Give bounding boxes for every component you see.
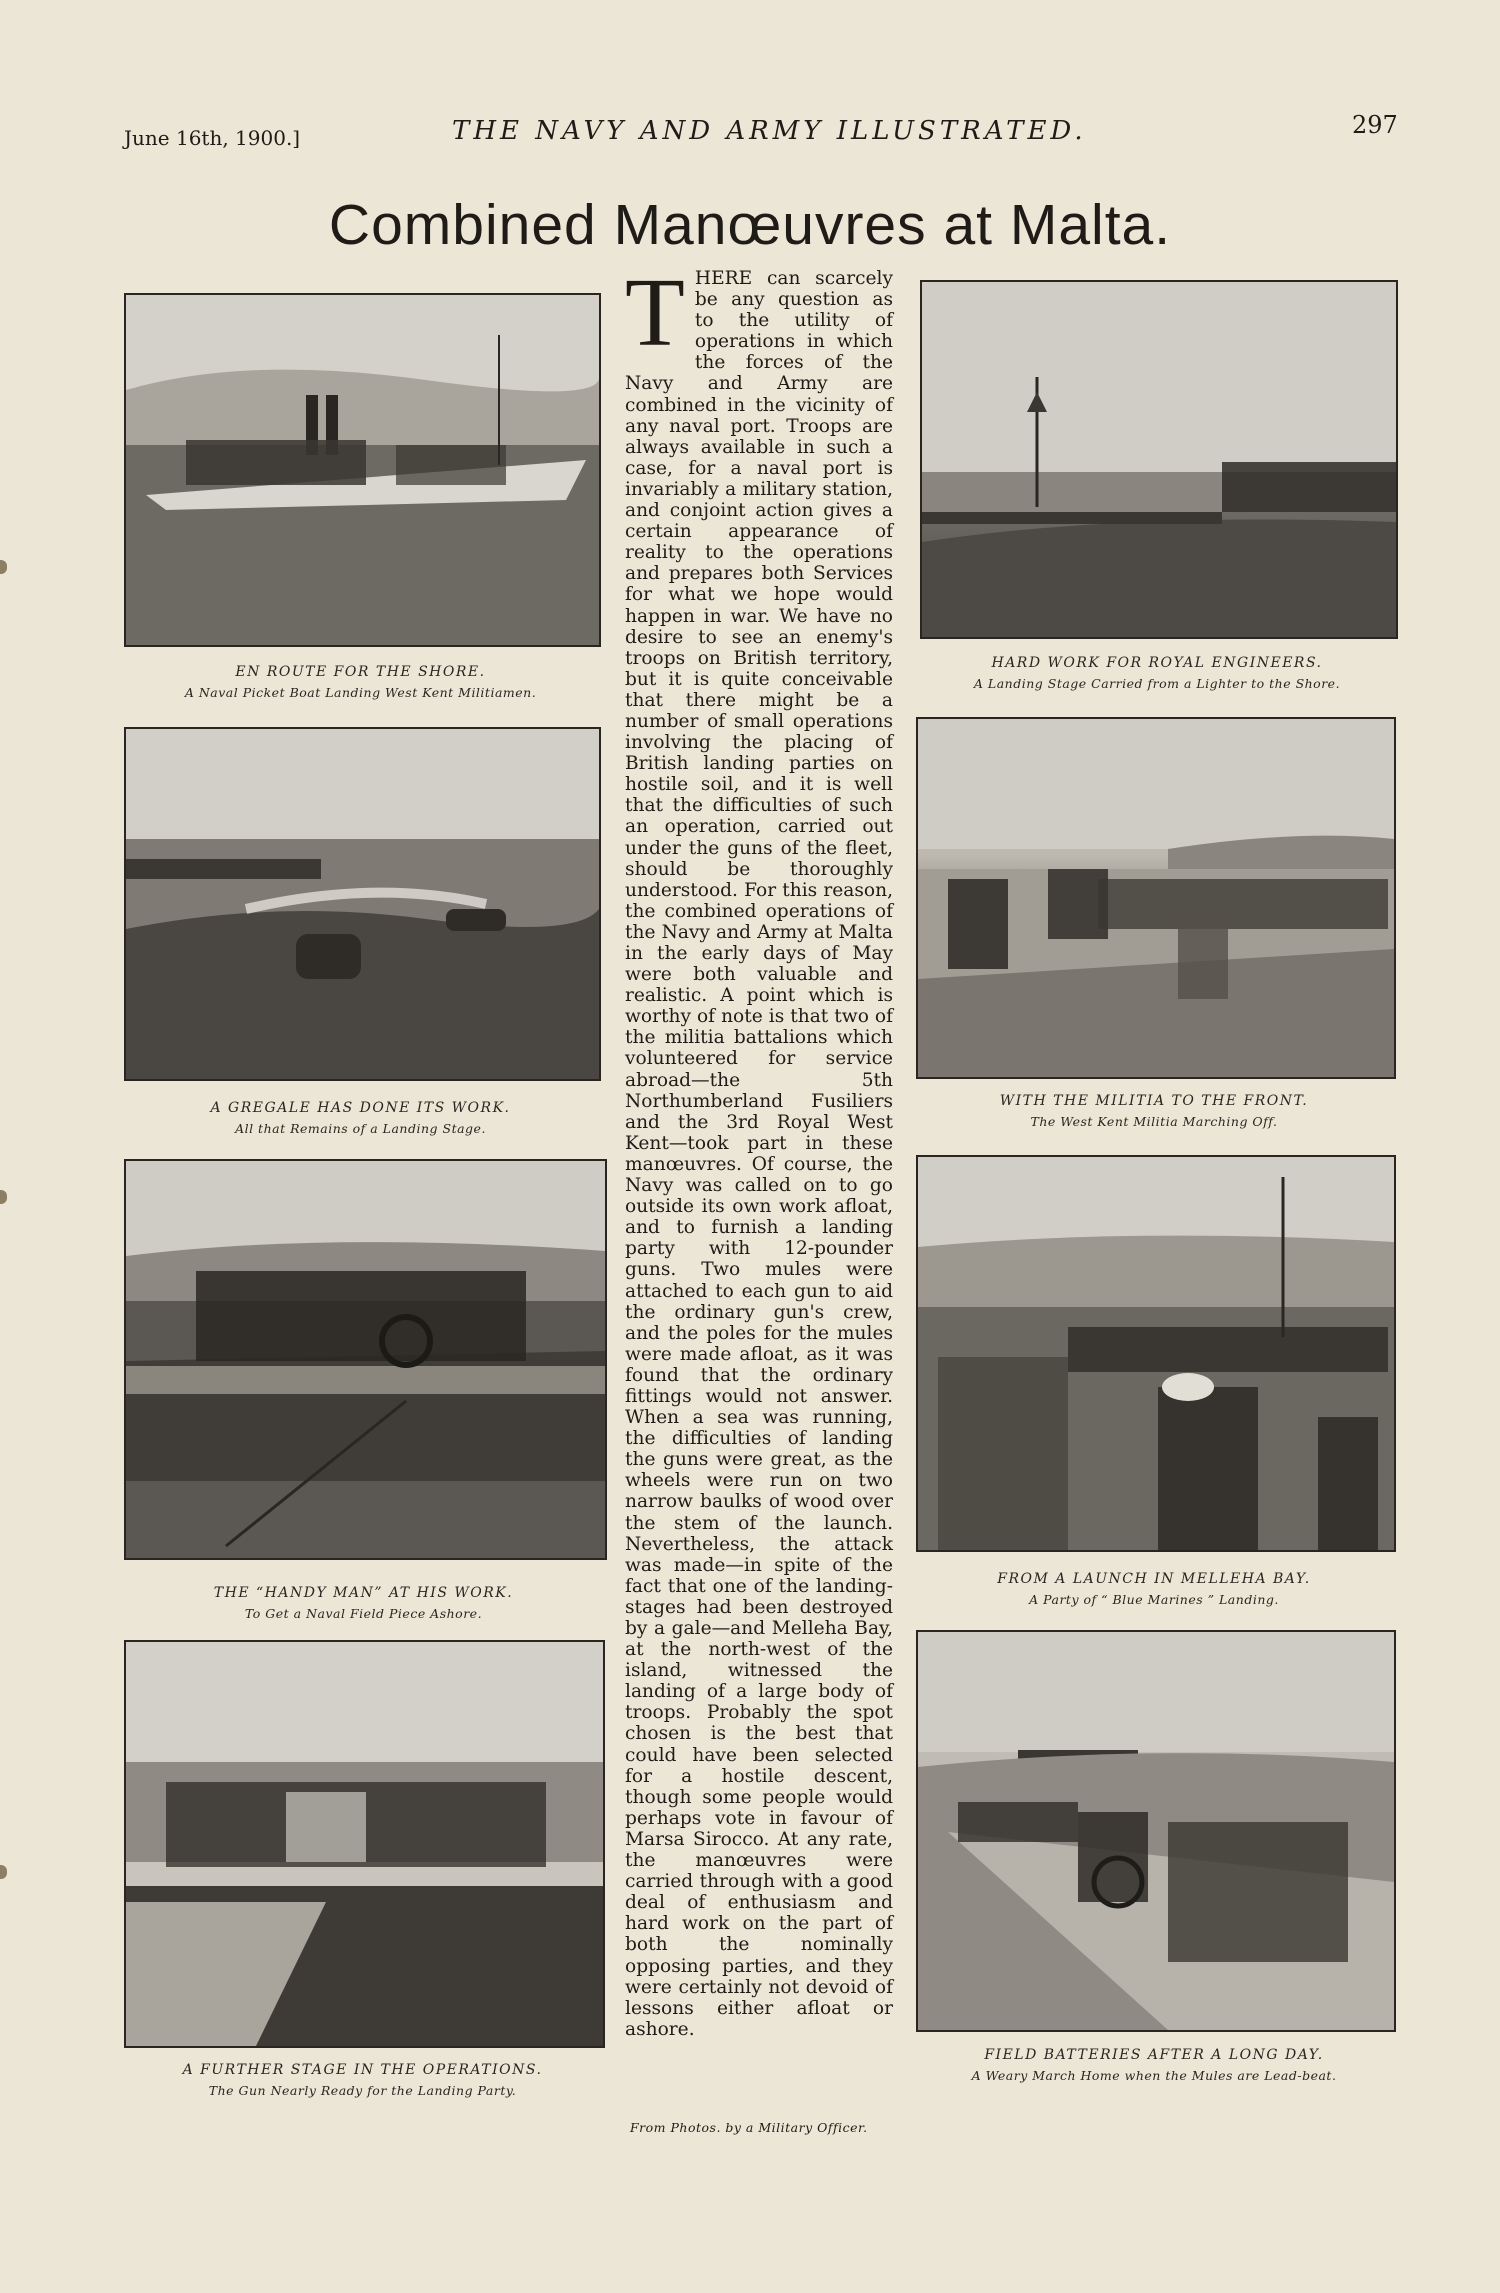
caption — [124, 1585, 603, 1621]
caption-title: HARD WORK FOR ROYAL ENGINEERS. — [991, 655, 1323, 671]
caption-title: THE “HANDY MAN” AT HIS WORK. — [213, 1585, 514, 1601]
binding-hole — [0, 1190, 7, 1204]
caption — [916, 2047, 1392, 2083]
caption-title: FROM A LAUNCH IN MELLEHA BAY. — [997, 1571, 1311, 1587]
article-body — [625, 259, 893, 2040]
caption-subtitle: The West Kent Militia Marching Off. — [1030, 1114, 1278, 1129]
binding-hole — [0, 1865, 7, 1879]
caption — [124, 664, 597, 700]
caption-subtitle: A Party of “ Blue Marines ” Landing. — [1029, 1592, 1279, 1607]
photo-credit: From Photos. by a Military Officer. — [630, 2120, 868, 2135]
photo-naval-field-piece — [124, 1159, 607, 1560]
caption — [916, 1571, 1392, 1607]
caption-subtitle: To Get a Naval Field Piece Ashore. — [244, 1606, 483, 1621]
caption-subtitle: A Naval Picket Boat Landing West Kent Militiamen. — [184, 685, 537, 700]
caption-title: FIELD BATTERIES AFTER A LONG DAY. — [984, 2047, 1324, 2063]
drop-cap: T — [625, 259, 685, 367]
article-title: Combined Manœuvres at Malta. — [328, 193, 1172, 257]
photo-royal-engineers — [920, 280, 1398, 639]
caption-subtitle: All that Remains of a Landing Stage. — [235, 1121, 486, 1136]
article-text: HERE can scarcely be any question as to the utility of operations in which the forces of the Navy and Army are combined in the vicinity of any naval port. Troops are always available in such a case, for a naval port is invariably a military station, and conjoint action gives a certain appearance of reality to the operations and prepares both Services for what we hope would happen in war. We have no desire to see an enemy's troops on British territory, but it is quite conceivable that there might be a number of small operations involving the placing of British landing parties on hostile soil, and it is well that the difficulties of such an operation, carried out under the guns of the fleet, should be thoroughly understood. For this reason, the combined operations of the Navy and Army at Malta in the early days of May were both valuable and realistic. A point which is worthy of note is that two of the militia battalions which volunteered for service abroad—the 5th Northumberland Fusiliers and the 3rd Royal West Kent—took part in these manœuvres. Of course, the Navy was called on to go outside its own work afloat, and to furnish a landing party with 12-pounder guns. Two mules were attached to each gun to aid the ordinary gun's crew, and the poles for the mules were made afloat, as it was found that the ordinary fittings would not answer. When a sea was running, the difficulties of landing the guns were great, as the wheels were run on two narrow baulks of wood over the stem of the launch. Nevertheless, the attack was made—in spite of the fact that one of the landing-stages had been destroyed by a gale—and Melleha Bay, at the north-west of the island, witnessed the landing of a large body of troops. Probably the spot chosen is the best that could have been selected for a hostile descent, though some people would perhaps vote in favour of Marsa Sirocco. At any rate, the manœuvres were carried through with a good deal of enthusiasm and hard work on the part of both the nominally opposing parties, and they were certainly not devoid of lessons either afloat or ashore. — [625, 268, 893, 2040]
caption — [916, 1093, 1392, 1129]
publication-title: THE NAVY AND ARMY ILLUSTRATED. — [452, 116, 1087, 146]
caption — [920, 655, 1394, 691]
photo-picket-boat — [124, 293, 601, 647]
photo-field-batteries — [916, 1630, 1396, 2032]
binding-hole — [0, 560, 7, 574]
photo-gun-ready — [124, 1640, 605, 2048]
caption-title: A GREGALE HAS DONE ITS WORK. — [210, 1100, 511, 1116]
caption-title: A FURTHER STAGE IN THE OPERATIONS. — [182, 2062, 543, 2078]
photo-blue-marines-landing — [916, 1155, 1396, 1552]
caption-subtitle: A Weary March Home when the Mules are Lead-beat. — [971, 2068, 1337, 2083]
page-number: 297 — [1352, 111, 1398, 139]
photo-landing-stage-wreck — [124, 727, 601, 1081]
caption — [124, 1100, 597, 1136]
caption-subtitle: A Landing Stage Carried from a Lighter to the Shore. — [973, 676, 1341, 691]
photo-militia-marching — [916, 717, 1396, 1079]
caption — [124, 2062, 601, 2098]
caption-subtitle: The Gun Nearly Ready for the Landing Party. — [208, 2083, 517, 2098]
caption-title: EN ROUTE FOR THE SHORE. — [235, 664, 486, 680]
caption-title: WITH THE MILITIA TO THE FRONT. — [999, 1093, 1309, 1109]
issue-date: June 16th, 1900.] — [124, 126, 301, 150]
